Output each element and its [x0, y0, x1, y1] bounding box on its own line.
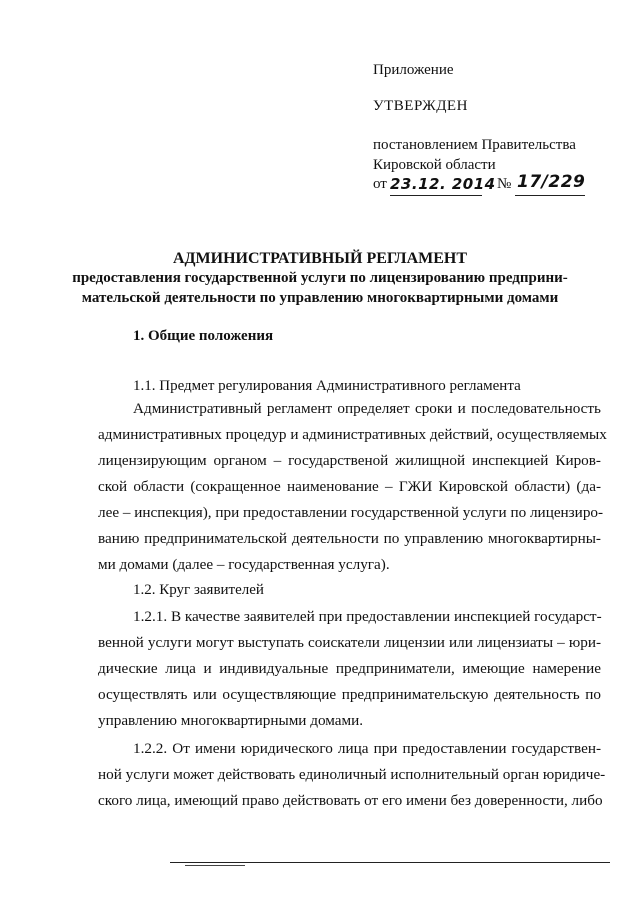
section-heading: 1. Общие положения [133, 328, 274, 344]
para2-line: 1.2.1. В качестве заявителей при предоставлении инспекцией государст- [133, 608, 602, 625]
para1-line: лицензирующим органом – государственой жилищной инспекцией Киров- [98, 452, 601, 469]
document-title: АДМИНИСТРАТИВНЫЙ РЕГЛАМЕНТ [172, 250, 468, 267]
number-prefix: № [497, 176, 512, 192]
para3-line: ского лица, имеющий право действовать от его имени без доверенности, либо [98, 792, 603, 809]
para3-line: 1.2.2. От имени юридического лица при предоставлении государствен- [133, 740, 601, 757]
para1-line: ми домами (далее – государственная услуга). [98, 556, 390, 573]
para1-line: ской области (сокращенное наименование – ГЖИ Кировской области) (да- [98, 478, 601, 495]
footer-rule [170, 862, 610, 863]
handwritten-number: 17/229 [517, 172, 586, 192]
date-prefix: от [373, 176, 387, 192]
para2-line: дические лица и индивидуальные предприниматели, имеющие намерение [98, 660, 601, 677]
document-subtitle-line-1: предоставления государственной услуги по лицензированию предприни- [72, 270, 568, 286]
approved-label: УТВЕРЖДЕН [373, 98, 468, 114]
para2-line: венной услуги могут выступать соискатели лицензии или лицензиаты – юри- [98, 634, 601, 651]
para2-line: осуществлять или осуществляющие предпринимательскую деятельность по [98, 686, 601, 703]
para3-line: ной услуги может действовать единоличный исполнительный орган юридиче- [98, 766, 606, 783]
decree-line-2: Кировской области [373, 157, 496, 173]
item-1-1: 1.1. Предмет регулирования Административного регламента [133, 378, 521, 394]
decree-line-1: постановлением Правительства [373, 137, 576, 153]
para1-line: ванию предпринимательской деятельности по управлению многоквартирны- [98, 530, 601, 547]
footer-rule-accent [185, 865, 245, 866]
item-1-2: 1.2. Круг заявителей [133, 582, 264, 598]
number-underline [515, 195, 585, 196]
para1-line: административных процедур и административных действий, осуществляемых [98, 426, 607, 443]
document-subtitle-line-2: мательской деятельности по управлению многоквартирными домами [81, 290, 559, 306]
handwritten-date: 23.12. 2014 [390, 175, 496, 193]
date-underline [390, 195, 482, 196]
para1-line: лее – инспекция), при предоставлении государственной услуги по лицензиро- [98, 504, 604, 521]
para1-line: Административный регламент определяет сроки и последовательность [133, 400, 601, 417]
para2-line: управлению многоквартирными домами. [98, 712, 364, 729]
appendix-label: Приложение [373, 62, 454, 78]
